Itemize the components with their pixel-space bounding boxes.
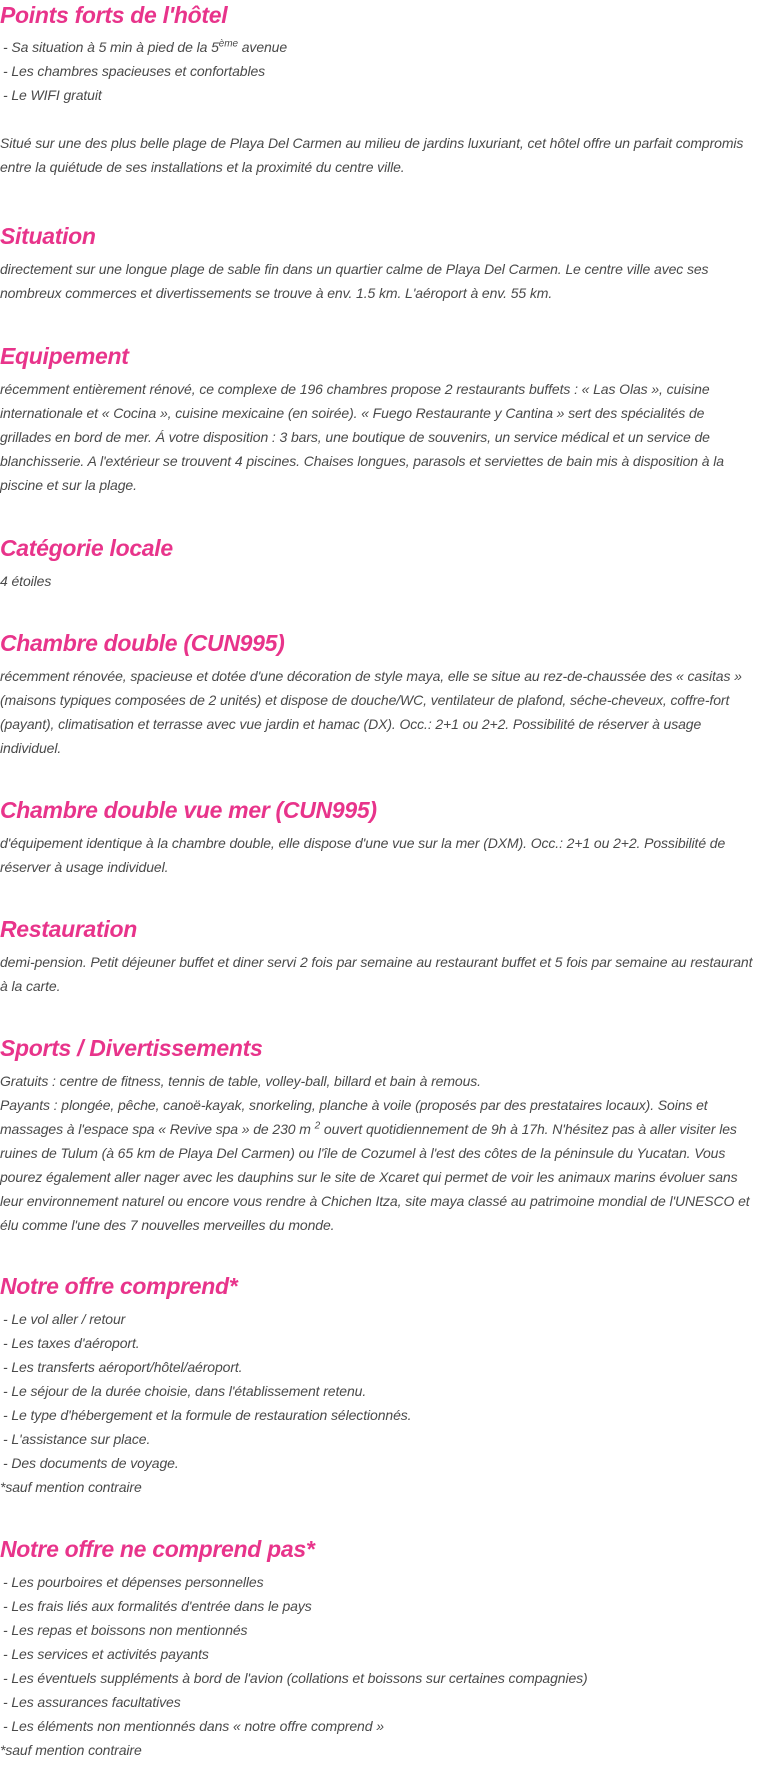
sports-gratuits: Gratuits : centre de fitness, tennis de table, volley-ball, billard et bain à remous.: [0, 1073, 481, 1089]
list-item: - Les pourboires et dépenses personnelles: [3, 1574, 264, 1590]
section-offre-ne-comprend-pas: [0, 1534, 758, 1762]
section-sports: [0, 1033, 758, 1237]
list-item: - L'assistance sur place.: [3, 1431, 151, 1447]
list-item: - Les transferts aéroport/hôtel/aéroport.: [3, 1359, 243, 1375]
section-situation: [0, 221, 758, 305]
offre-ne-comprend-pas-title: Notre offre ne comprend pas*: [0, 1536, 315, 1562]
list-item: - Les services et activités payants: [3, 1646, 209, 1662]
section-offre-comprend: [0, 1271, 758, 1499]
offre-ne-comprend-pas-note: *sauf mention contraire: [0, 1742, 142, 1758]
categorie-title: Catégorie locale: [0, 535, 173, 561]
sports-title: Sports / Divertissements: [0, 1035, 263, 1061]
chambre-vue-mer-title: Chambre double vue mer (CUN995): [0, 797, 377, 823]
section-restauration: [0, 914, 758, 998]
sports-payants: Payants : plongée, pêche, canoë-kayak, snorkeling, planche à voile (proposés par des prestataires locaux). Soins et massages à l'espace spa « Revive spa » de 230 m $^2$ ouvert quotidiennement de 9h à 17h. N'hésitez pas à aller visiter les ruines de Tulum (à 65 km de Playa Del Carmen) ou l'île de Cozumel à l'est des côtes de la péninsule du Yucatan. Vous pourez également aller nager avec les dauphins sur le site de Xcaret qui permet de voir les animaux marins évoluer sans leur environnement naturel ou encore vous rendre à Chichen Itza, site maya classé au patrimoine mondial de l'UNESCO et élu comme l'une des 7 nouvelles merveilles du monde.: [0, 1097, 750, 1233]
list-item: - Les assurances facultatives: [3, 1694, 181, 1710]
categorie-text: 4 étoiles: [0, 573, 52, 589]
highlight-item: - Les chambres spacieuses et confortables: [3, 63, 266, 79]
offre-comprend-title: Notre offre comprend*: [0, 1273, 238, 1299]
highlights-title: Points forts de l'hôtel: [0, 2, 228, 28]
list-item: - Les frais liés aux formalités d'entrée dans le pays: [3, 1598, 312, 1614]
highlight-item: - Sa situation à 5 min à pied de la 5ème avenue: [3, 38, 288, 55]
chambre-vue-mer-text: d'équipement identique à la chambre double, elle dispose d'une vue sur la mer (DXM). Occ.: 2+1 ou 2+2. Possibilité de réserver à usage individuel.: [0, 835, 726, 875]
hotel-intro: Situé sur une des plus belle plage de Playa Del Carmen au milieu de jardins luxuriant, cet hôtel offre un parfait compromis entre la quiétude de ses installations et la proximité du centre ville.: [0, 135, 744, 175]
situation-title: Situation: [0, 223, 96, 249]
list-item: - Le vol aller / retour: [3, 1311, 126, 1327]
section-highlights: [0, 0, 758, 179]
list-item: - Le type d'hébergement et la formule de restauration sélectionnés.: [3, 1407, 412, 1423]
chambre-double-text: récemment rénovée, spacieuse et dotée d'une décoration de style maya, elle se situe au rez-de-chaussée des « casitas » (maisons typiques composées de 2 unités) et dispose de douche/WC, ventilateur de plafond, séche-cheveux, coffre-fort (payant), climatisation et terrasse avec vue jardin et hamac (DX). Occ.: 2+1 ou 2+2. Possibilité de réserver à usage individuel.: [0, 668, 742, 756]
restauration-text: demi-pension. Petit déjeuner buffet et diner servi 2 fois par semaine au restaurant buffet et 5 fois par semaine au restaurant à la carte.: [0, 954, 753, 994]
restauration-title: Restauration: [0, 916, 137, 942]
highlight-item: - Le WIFI gratuit: [3, 87, 102, 103]
offre-comprend-note: *sauf mention contraire: [0, 1479, 142, 1495]
list-item: - Des documents de voyage.: [3, 1455, 179, 1471]
list-item: - Les éléments non mentionnés dans « notre offre comprend »: [3, 1718, 384, 1734]
list-item: - Les taxes d'aéroport.: [3, 1335, 140, 1351]
chambre-double-title: Chambre double (CUN995): [0, 630, 285, 656]
section-chambre-vue-mer: [0, 795, 758, 879]
list-item: - Les repas et boissons non mentionnés: [3, 1622, 248, 1638]
situation-text: directement sur une longue plage de sable fin dans un quartier calme de Playa Del Carmen. Le centre ville avec ses nombreux commerces et divertissements se trouve à env. 1.5 km. L'aéroport à env. 55 km.: [0, 261, 709, 301]
equipement-title: Equipement: [0, 343, 129, 369]
section-categorie: [0, 533, 758, 593]
list-item: - Le séjour de la durée choisie, dans l'établissement retenu.: [3, 1383, 367, 1399]
section-chambre-double: [0, 628, 758, 760]
section-equipement: [0, 341, 758, 497]
equipement-text: récemment entièrement rénové, ce complexe de 196 chambres propose 2 restaurants buffets : « Las Olas », cuisine internationale et « Cocina », cuisine mexicaine (en soirée). « Fuego Restaurante y Cantina » sert des spécialités de grillades en bord de mer. Á votre disposition : 3 bars, une boutique de souvenirs, un service médical et un service de blanchisserie. A l'extérieur se trouvent 4 piscines. Chaises longues, parasols et serviettes de bain mis à disposition à la piscine et sur la plage.: [0, 381, 724, 493]
list-item: - Les éventuels suppléments à bord de l'avion (collations et boissons sur certaines compagnies): [3, 1670, 588, 1686]
